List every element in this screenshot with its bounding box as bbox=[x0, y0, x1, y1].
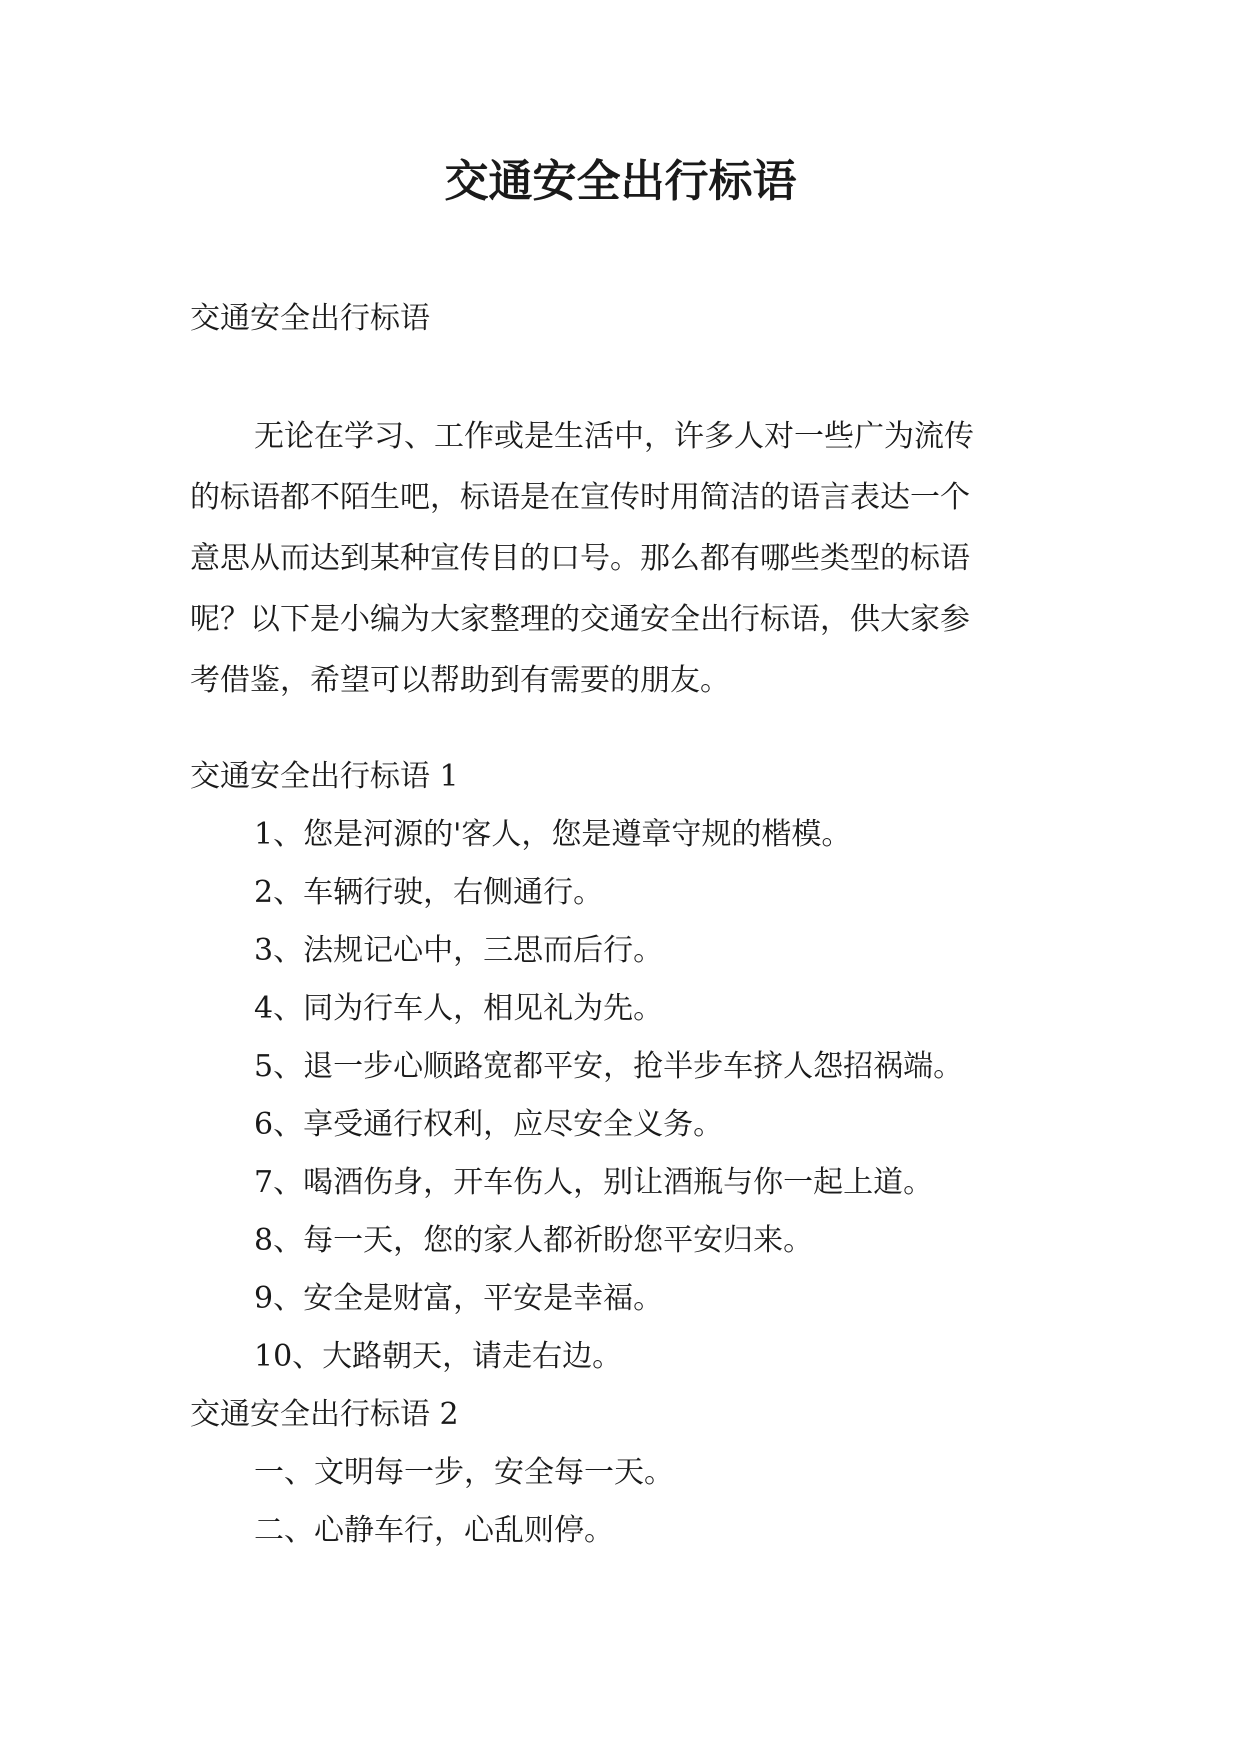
section-2-heading: 交通安全出行标语 2 bbox=[190, 1397, 459, 1432]
slogan-item: 二、心静车行，心乱则停。 bbox=[254, 1513, 614, 1548]
slogan-item: 5、退一步心顺路宽都平安，抢半步车挤人怨招祸端。 bbox=[254, 1049, 964, 1084]
slogan-item: 1、您是河源的'客人，您是遵章守规的楷模。 bbox=[254, 817, 852, 852]
document-title: 交通安全出行标语 bbox=[444, 156, 797, 207]
intro-line: 考借鉴，希望可以帮助到有需要的朋友。 bbox=[190, 663, 730, 698]
intro-line: 呢？以下是小编为大家整理的交通安全出行标语，供大家参 bbox=[190, 602, 970, 637]
slogan-item: 4、同为行车人，相见礼为先。 bbox=[254, 991, 664, 1026]
slogan-item: 8、每一天，您的家人都祈盼您平安归来。 bbox=[254, 1223, 814, 1258]
slogan-item: 2、车辆行驶，右侧通行。 bbox=[254, 875, 604, 910]
intro-line: 的标语都不陌生吧，标语是在宣传时用简洁的语言表达一个 bbox=[190, 480, 970, 515]
slogan-item: 7、喝酒伤身，开车伤人，别让酒瓶与你一起上道。 bbox=[254, 1165, 934, 1200]
intro-paragraph bbox=[190, 406, 1050, 711]
slogan-item: 9、安全是财富，平安是幸福。 bbox=[254, 1281, 664, 1316]
document-subtitle: 交通安全出行标语 bbox=[190, 301, 430, 336]
section-1-heading: 交通安全出行标语 1 bbox=[190, 759, 459, 794]
intro-line: 意思从而达到某种宣传目的口号。那么都有哪些类型的标语 bbox=[190, 541, 970, 576]
slogan-item: 6、享受通行权利，应尽安全义务。 bbox=[254, 1107, 724, 1142]
intro-line: 无论在学习、工作或是生活中，许多人对一些广为流传 bbox=[254, 419, 974, 454]
slogan-item: 10、大路朝天，请走右边。 bbox=[254, 1339, 623, 1374]
slogan-item: 3、法规记心中，三思而后行。 bbox=[254, 933, 664, 968]
slogan-item: 一、文明每一步，安全每一天。 bbox=[254, 1455, 674, 1490]
